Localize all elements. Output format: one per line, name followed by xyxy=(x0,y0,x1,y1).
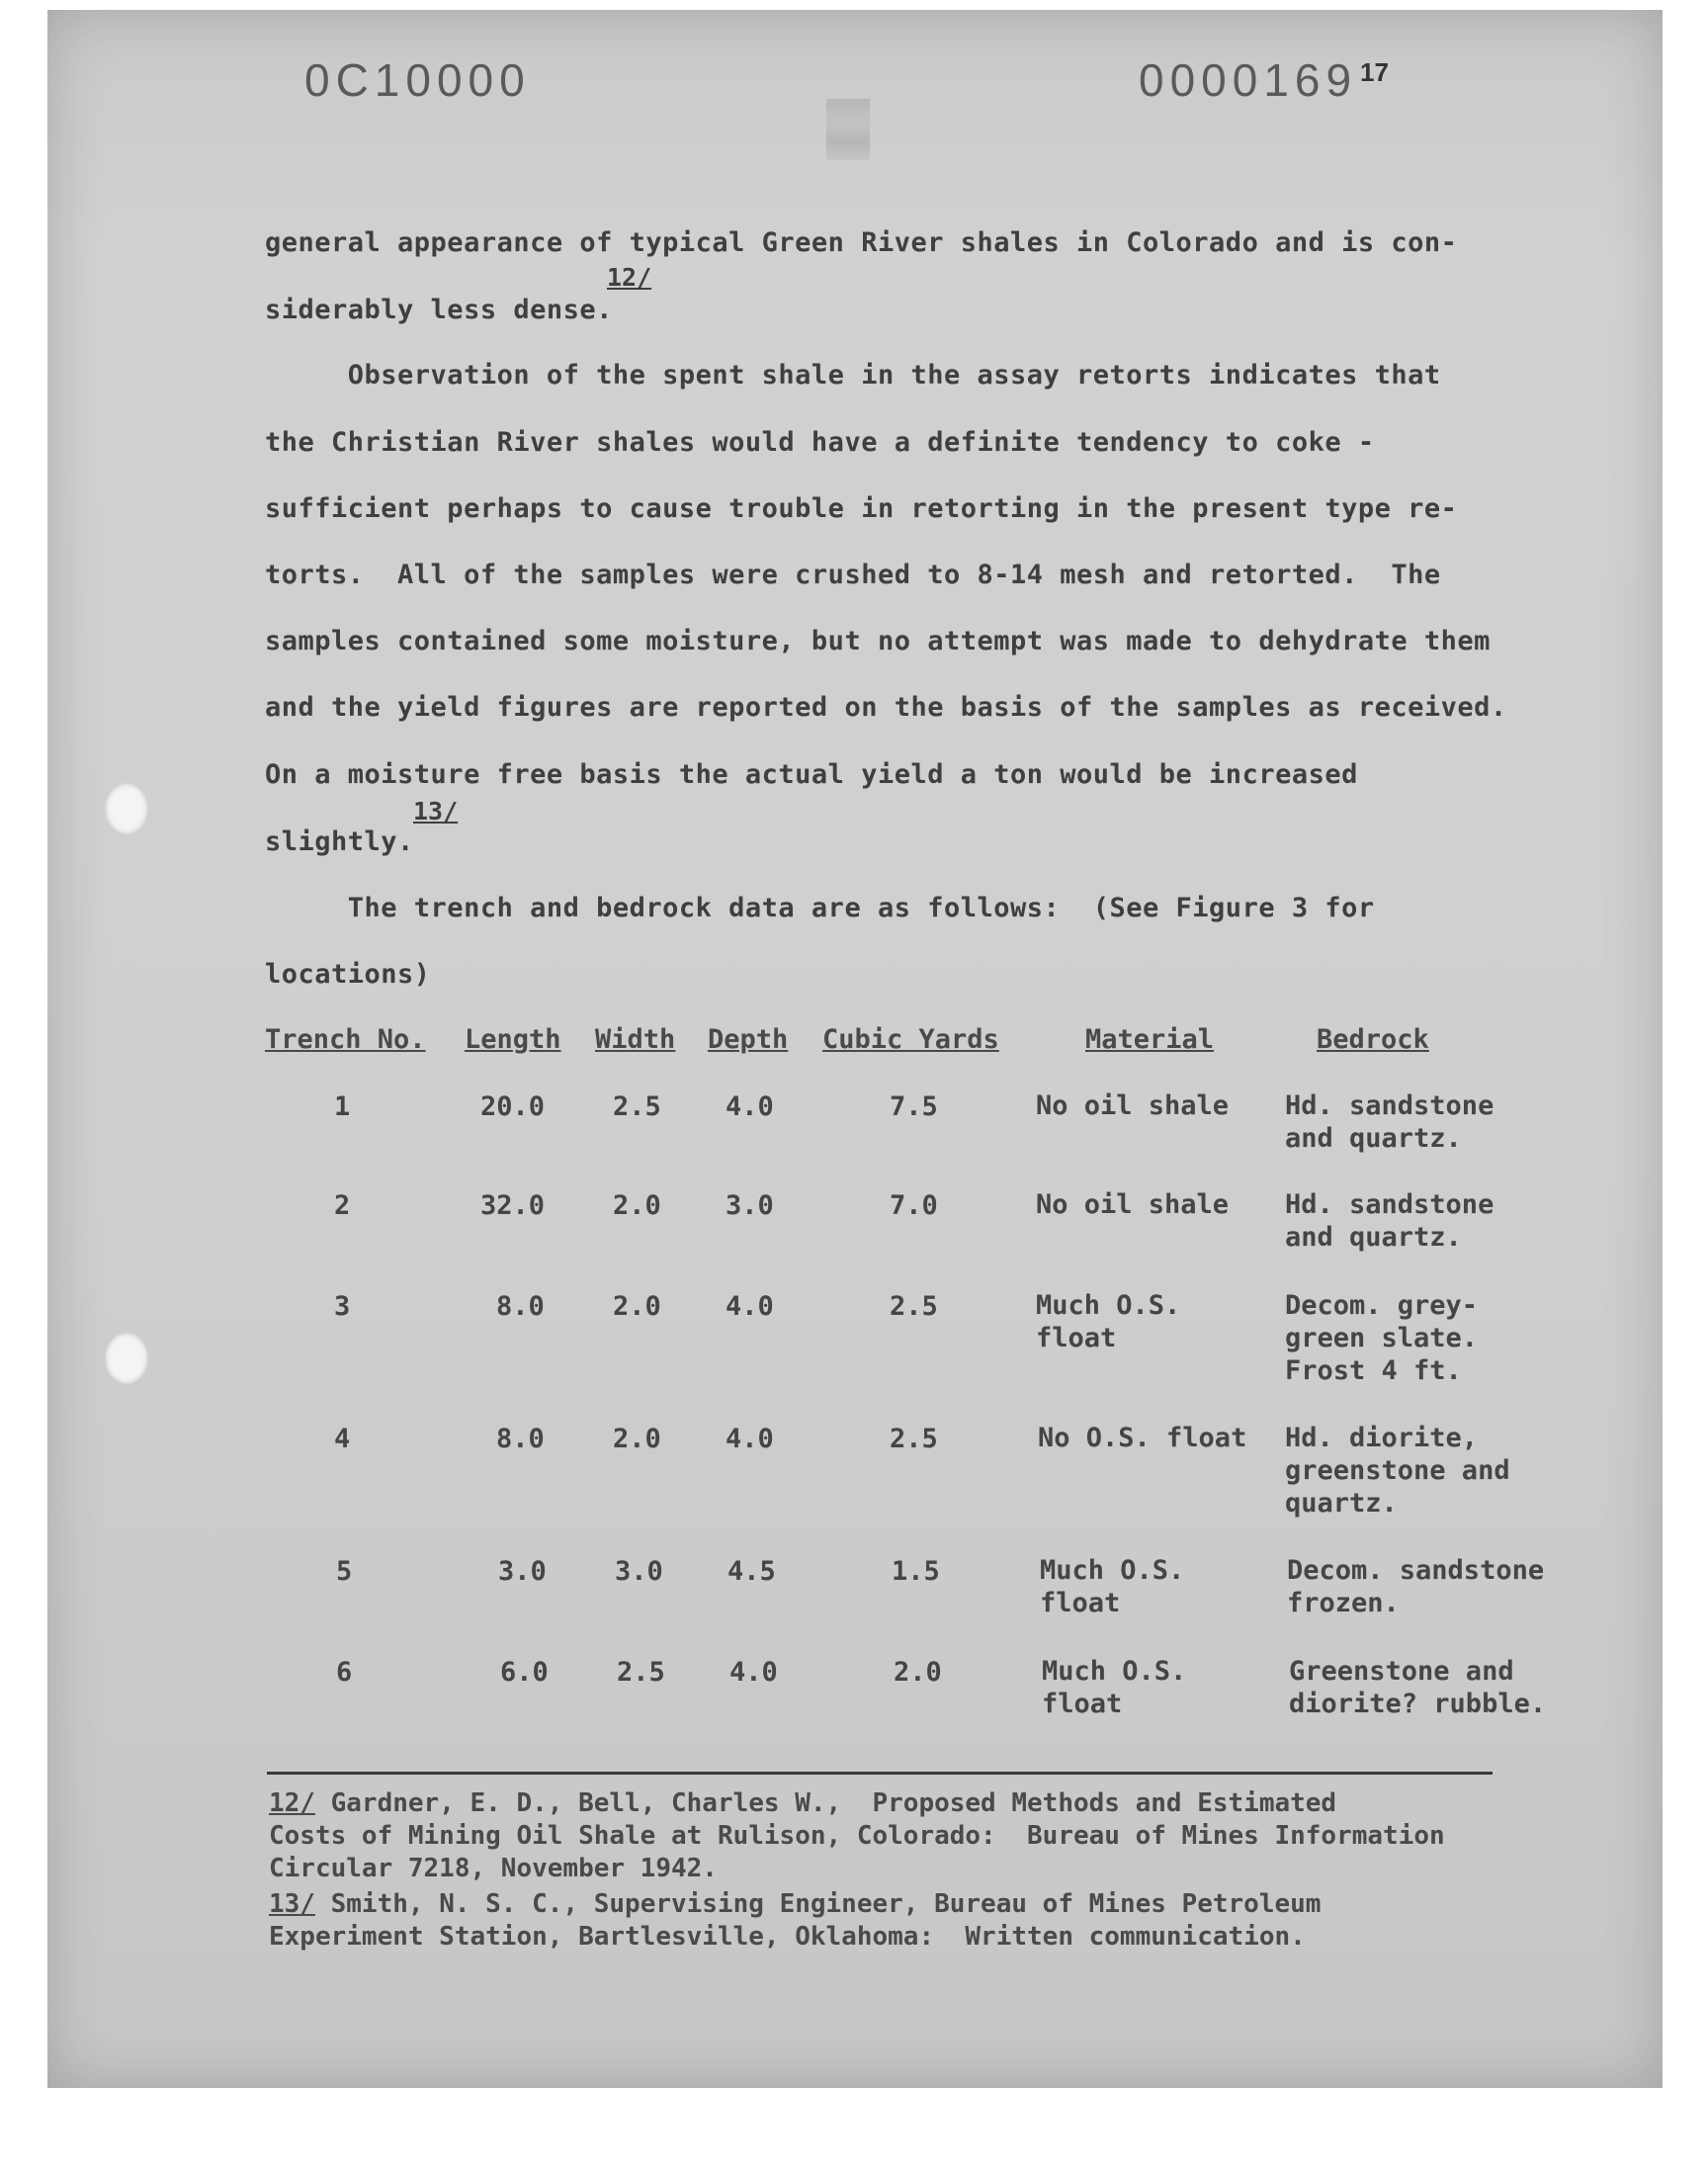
body-line: siderably less dense. xyxy=(265,295,613,325)
cell-trench-no: 1 xyxy=(334,1091,351,1122)
cell-cubic-yards: 2.5 xyxy=(890,1424,938,1454)
cell-material: No O.S. float xyxy=(1038,1423,1247,1453)
cell-length: 32.0 xyxy=(480,1190,546,1221)
column-header-bedrock: Bedrock xyxy=(1317,1024,1429,1055)
cell-material: Much O.S. float xyxy=(1040,1555,1185,1618)
cell-depth: 4.5 xyxy=(727,1556,776,1587)
cell-material: No oil shale xyxy=(1036,1189,1230,1220)
footnote-ref-13: 13/ xyxy=(413,797,459,826)
cell-bedrock: Decom. sandstone frozen. xyxy=(1287,1555,1545,1618)
punch-hole xyxy=(105,783,148,834)
punch-hole xyxy=(105,1333,148,1384)
body-line: locations) xyxy=(265,959,431,990)
document-stamp-right: 0000169 xyxy=(1139,54,1358,106)
cell-cubic-yards: 2.0 xyxy=(894,1657,942,1688)
body-line: Observation of the spent shale in the assay retorts indicates that xyxy=(265,360,1441,391)
footnote-number: 12/ xyxy=(269,1788,315,1818)
body-line: the Christian River shales would have a definite tendency to coke - xyxy=(265,427,1375,458)
body-line: slightly. xyxy=(265,826,414,857)
cell-width: 2.0 xyxy=(613,1190,661,1221)
footnote-12 xyxy=(269,1787,1445,1885)
cell-length: 20.0 xyxy=(480,1091,546,1122)
cell-trench-no: 3 xyxy=(334,1291,351,1322)
body-line: samples contained some moisture, but no attempt was made to dehydrate them xyxy=(265,626,1491,656)
body-line: general appearance of typical Green River shales in Colorado and is con- xyxy=(265,227,1458,258)
cell-width: 3.0 xyxy=(615,1556,663,1587)
column-header-trench-no: Trench No. xyxy=(265,1024,426,1055)
column-header-depth: Depth xyxy=(708,1024,789,1055)
cell-length: 3.0 xyxy=(498,1556,547,1587)
cell-width: 2.5 xyxy=(617,1657,665,1688)
column-header-length: Length xyxy=(465,1024,561,1055)
cell-cubic-yards: 1.5 xyxy=(892,1556,940,1587)
cell-depth: 4.0 xyxy=(729,1657,778,1688)
cell-width: 2.0 xyxy=(613,1424,661,1454)
body-line: The trench and bedrock data are as follows: (See Figure 3 for xyxy=(265,893,1375,923)
cell-length: 8.0 xyxy=(496,1291,545,1322)
footnote-divider xyxy=(267,1772,1493,1775)
body-line: On a moisture free basis the actual yield a ton would be increased xyxy=(265,759,1358,790)
footnote-ref-12: 12/ xyxy=(607,263,652,292)
cell-depth: 4.0 xyxy=(726,1291,774,1322)
body-line: torts. All of the samples were crushed to 8-14 mesh and retorted. The xyxy=(265,560,1441,590)
cell-cubic-yards: 7.0 xyxy=(890,1190,938,1221)
cell-trench-no: 5 xyxy=(336,1556,353,1587)
cell-trench-no: 2 xyxy=(334,1190,351,1221)
cell-bedrock: Hd. sandstone and quartz. xyxy=(1285,1189,1494,1253)
cell-trench-no: 6 xyxy=(336,1657,353,1688)
cell-material: No oil shale xyxy=(1036,1090,1230,1121)
cell-depth: 4.0 xyxy=(726,1424,774,1454)
column-header-cubic-yards: Cubic Yards xyxy=(822,1024,999,1055)
cell-depth: 3.0 xyxy=(726,1190,774,1221)
cell-width: 2.5 xyxy=(613,1091,661,1122)
cell-cubic-yards: 2.5 xyxy=(890,1291,938,1322)
cell-cubic-yards: 7.5 xyxy=(890,1091,938,1122)
cell-material: Much O.S. float xyxy=(1036,1290,1181,1353)
footnote-text: Smith, N. S. C., Supervising Engineer, Bureau of Mines Petroleum Experiment Station, Bartlesville, Oklahoma: Written communication. xyxy=(269,1889,1322,1952)
column-header-width: Width xyxy=(595,1024,676,1055)
cell-material: Much O.S. float xyxy=(1042,1656,1187,1719)
footnote-13 xyxy=(269,1888,1321,1954)
staple-mark xyxy=(826,99,870,160)
footnote-number: 13/ xyxy=(269,1889,315,1919)
cell-trench-no: 4 xyxy=(334,1424,351,1454)
document-stamp-left: 0C10000 xyxy=(304,54,531,106)
cell-bedrock: Greenstone and diorite? rubble. xyxy=(1289,1656,1547,1719)
column-header-material: Material xyxy=(1085,1024,1215,1055)
cell-length: 6.0 xyxy=(500,1657,549,1688)
page-margin xyxy=(0,2101,1708,2175)
cell-length: 8.0 xyxy=(496,1424,545,1454)
cell-width: 2.0 xyxy=(613,1291,661,1322)
body-line: and the yield figures are reported on the basis of the samples as received. xyxy=(265,692,1507,723)
footnote-text: Gardner, E. D., Bell, Charles W., Proposed Methods and Estimated Costs of Mining Oil Shale at Rulison, Colorado: Bureau of Mines Information Circular 7218, November 1942. xyxy=(269,1788,1445,1883)
cell-bedrock: Decom. grey- green slate. Frost 4 ft. xyxy=(1285,1290,1479,1386)
cell-depth: 4.0 xyxy=(726,1091,774,1122)
cell-bedrock: Hd. sandstone and quartz. xyxy=(1285,1090,1494,1154)
page-number: 17 xyxy=(1360,57,1389,87)
cell-bedrock: Hd. diorite, greenstone and quartz. xyxy=(1285,1423,1510,1519)
body-line: sufficient perhaps to cause trouble in retorting in the present type re- xyxy=(265,493,1458,524)
